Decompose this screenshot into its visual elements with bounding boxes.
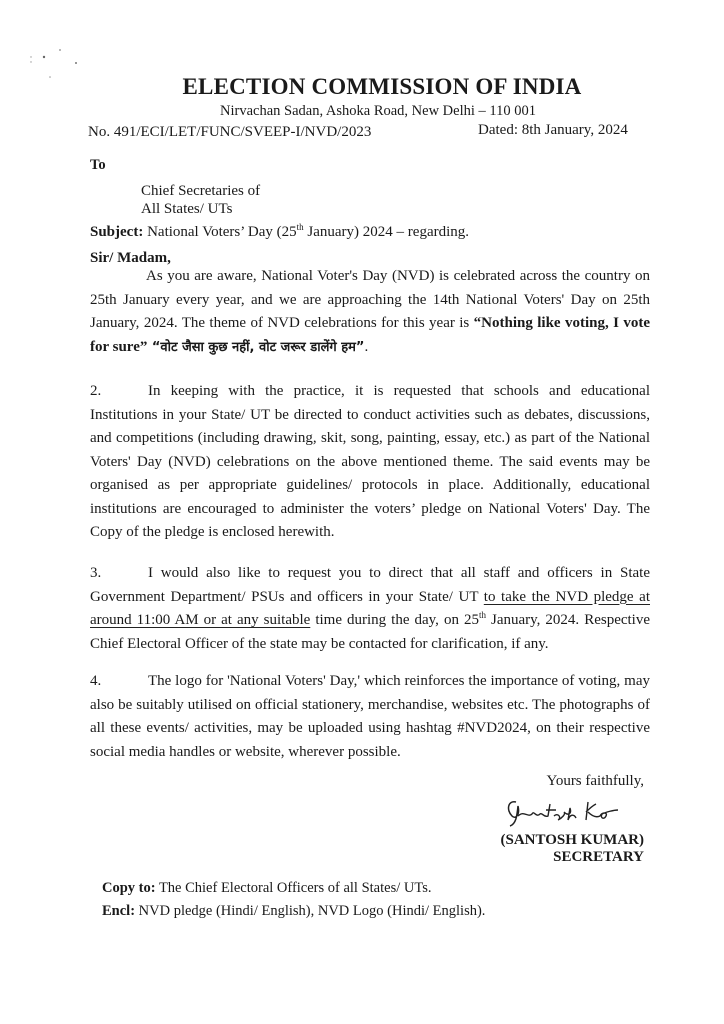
handwritten-signature (502, 794, 622, 828)
signatory-designation: SECRETARY (553, 849, 644, 865)
paragraph-3-number: 3. (90, 565, 102, 581)
paragraph-4-number: 4. (90, 673, 102, 689)
paragraph-1-text: As you are aware, National Voter's Day (NVD) is celebrated across the country on 25th January every year, and we are approaching the 14th National Voters' Day on 25th January, 2024. The theme of NVD celebrations for this year is (90, 268, 650, 331)
paragraph-3 (90, 562, 650, 656)
enclosure-text: NVD pledge (Hindi/ English), NVD Logo (Hindi/ English). (135, 903, 486, 919)
paragraph-2-text: In keeping with the practice, it is requested that schools and educational Institutions in your State/ UT be directed to conduct activities such as debates, discussions, and competitions (including drawing, skit, song, painting, essay, etc.) as part of the National Voters' Day (NVD) celebrations on the above mentioned theme. The said events may be organised as per appropriate guidelines/ protocols in place. Additionally, educational institutions are encouraged to administer the voters’ pledge on National Voters' Day. The Copy of the pledge is enclosed herewith. (90, 383, 650, 540)
paragraph-1-end: . (364, 338, 369, 355)
theme-hindi: “वोट जैसा कुछ नहीं, वोट जरूर डालेंगे हम” (147, 339, 365, 355)
closing: Yours faithfully, (546, 773, 644, 789)
subject-label: Subject: (90, 224, 144, 240)
salutation: Sir/ Madam, (90, 250, 171, 266)
recipient-line-1: Chief Secretaries of (141, 183, 261, 199)
letter-date: Dated: 8th January, 2024 (478, 122, 628, 138)
subject-text-end: January) 2024 – regarding. (303, 224, 470, 240)
copy-to-line (102, 880, 431, 897)
paragraph-4 (90, 670, 650, 764)
paragraph-4-text: The logo for 'National Voters' Day,' which reinforces the importance of voting, may also be suitably utilised on official stationery, merchandise, websites etc. The photographs of all these events/ activities, may be uploaded using hashtag #NVD2024, on their respective social media handles or website, wherever possible. (90, 673, 650, 760)
paragraph-2-number: 2. (90, 383, 102, 399)
organization-address: Nirvachan Sadan, Ashoka Road, New Delhi – 110 001 (220, 103, 536, 119)
paragraph-3-underlined-text: to take the NVD pledge at around 11:00 AM or at any suitable (90, 588, 650, 628)
paragraph-3-text: I would also like to request you to direct that all staff and officers in State Government Department/ PSUs and officers in your State/ UT (90, 565, 650, 605)
paragraph-1 (90, 265, 650, 359)
to-label: To (90, 157, 106, 173)
signature-block (480, 773, 644, 866)
paragraph-3-superscript: th (478, 610, 486, 620)
recipient-line-2: All States/ UTs (141, 201, 233, 217)
subject-text: National Voters’ Day (25 (143, 224, 297, 240)
signatory-name: (SANTOSH KUMAR) (500, 832, 644, 848)
copy-to-label: Copy to: (102, 880, 156, 896)
subject-line (90, 222, 469, 241)
organization-title: ELECTION COMMISSION OF INDIA (182, 74, 582, 99)
paragraph-3-text-mid: time during the day, on 25 (310, 612, 479, 628)
paragraph-2 (90, 380, 650, 545)
reference-number: No. 491/ECI/LET/FUNC/SVEEP-I/NVD/2023 (88, 124, 372, 140)
theme-english: “Nothing like voting, I vote for sure” (90, 315, 650, 355)
enclosure-line (102, 903, 485, 920)
subject-superscript: th (296, 222, 304, 232)
copy-to-text: The Chief Electoral Officers of all States/ UTs. (155, 880, 432, 896)
enclosure-label: Encl: (102, 903, 136, 919)
paragraph-3-text-end: January, 2024. Respective Chief Electoral Officer of the state may be contacted for clarification, if any. (90, 612, 650, 652)
